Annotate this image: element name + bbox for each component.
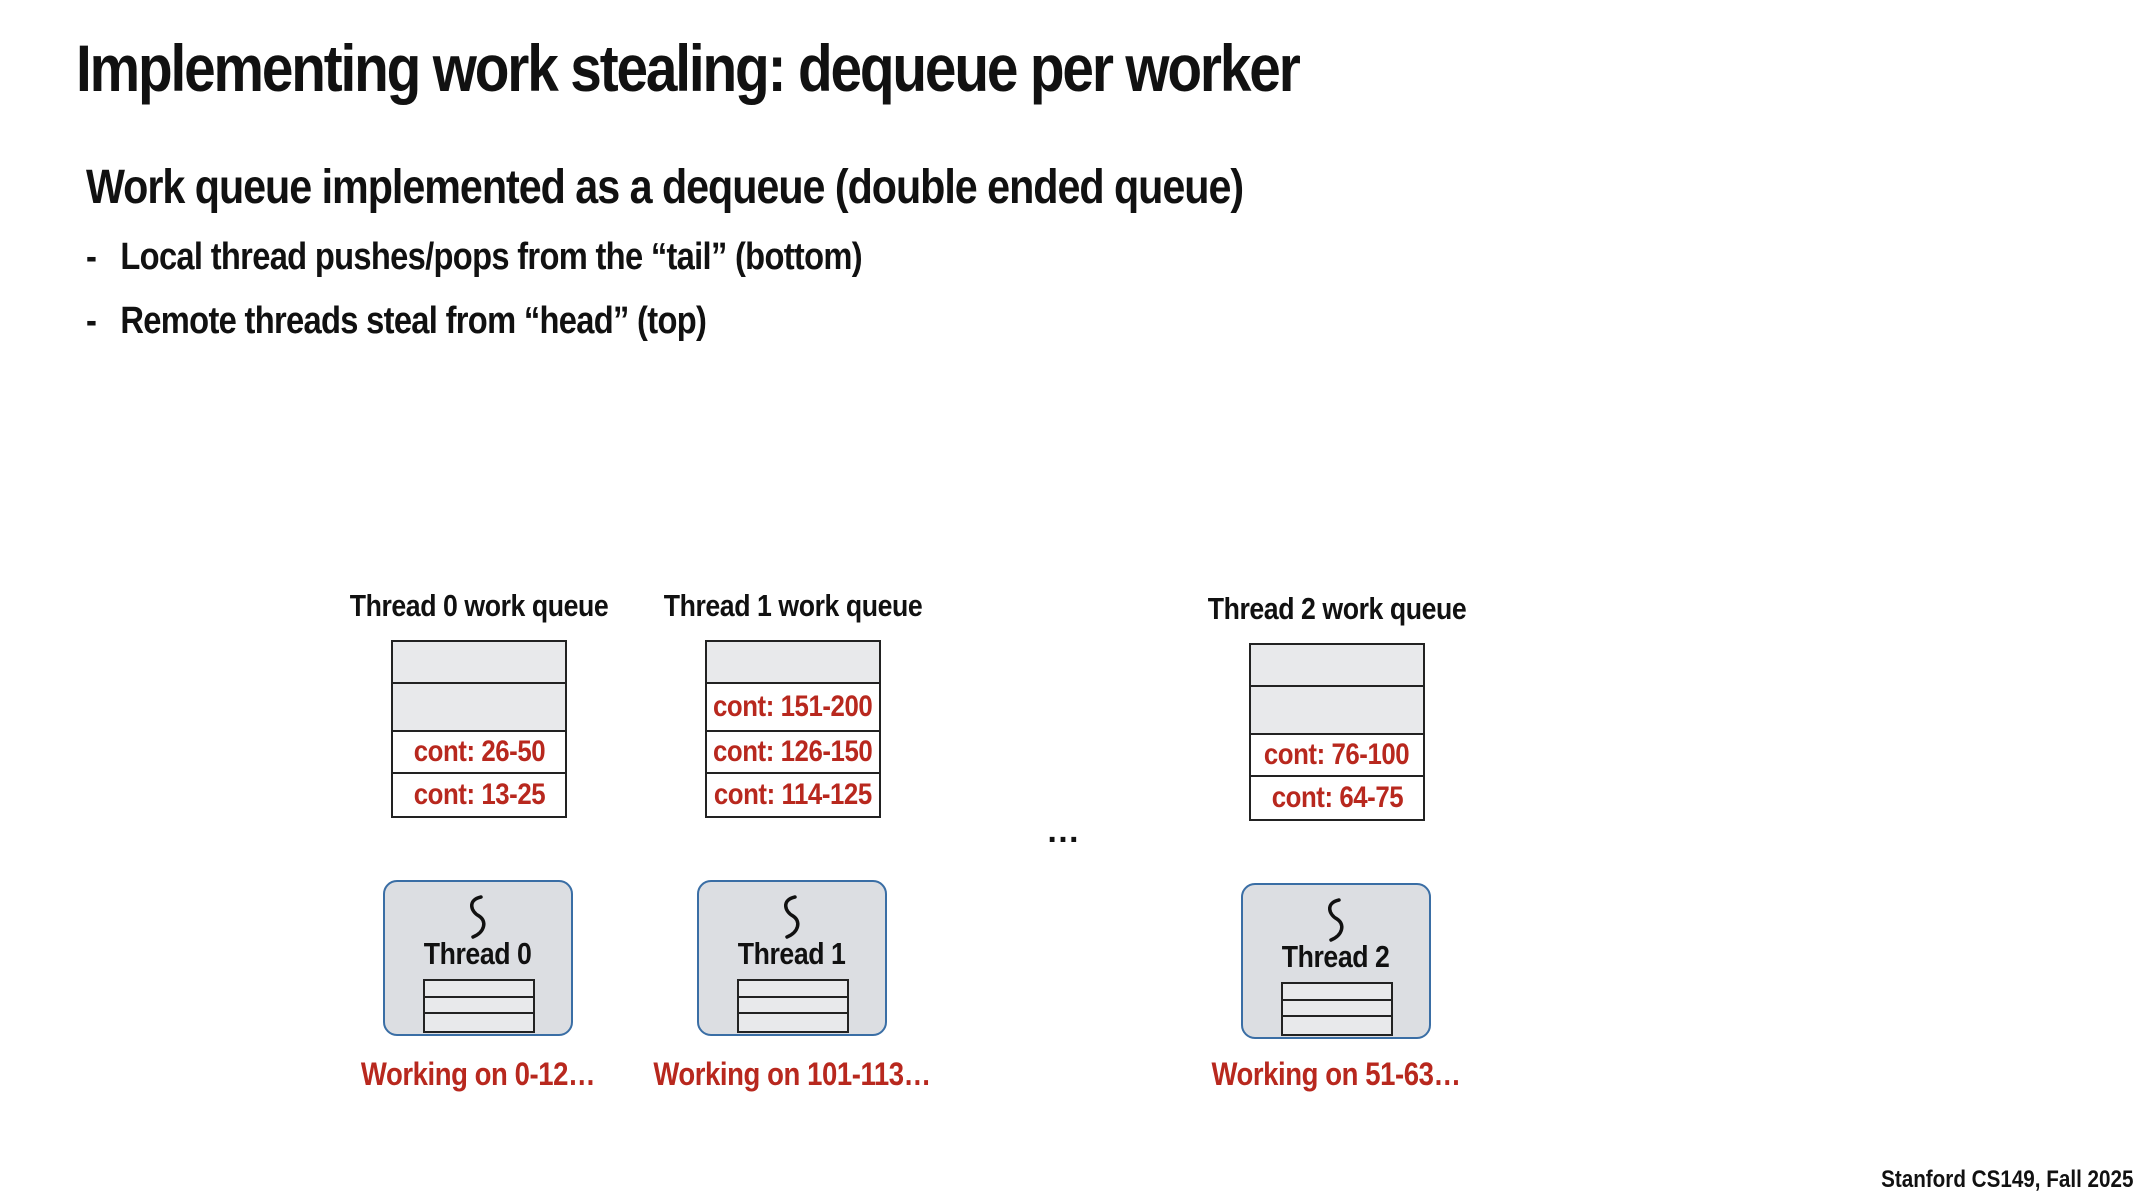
work-queue [1249, 643, 1425, 821]
thread-box [697, 880, 887, 1036]
thread-name: Thread 0 [424, 936, 532, 971]
queue-slot [393, 642, 565, 684]
thread-name: Thread 2 [1282, 939, 1390, 974]
queue-slot [393, 684, 565, 732]
bullet-text: Remote threads steal from “head” (top) [120, 300, 707, 342]
thread-box [1241, 883, 1431, 1039]
work-queue [391, 640, 567, 818]
slide-title: Implementing work stealing: dequeue per worker [76, 31, 1299, 105]
thread-stack [1281, 982, 1393, 1036]
bullet-text: Local thread pushes/pops from the “tail” (bottom) [120, 236, 862, 278]
thread-stack [423, 979, 535, 1033]
queue-label: Thread 1 work queue [663, 588, 923, 623]
squiggle-icon [777, 894, 807, 940]
bullet-item [86, 236, 862, 279]
thread-box [383, 880, 573, 1036]
bullet-dash: - [86, 300, 97, 342]
queue-slot [707, 642, 879, 684]
queue-slot: cont: 114-125 [707, 774, 879, 816]
queue-slot [1251, 687, 1423, 735]
working-status: Working on 101-113… [653, 1056, 931, 1092]
bullet-item [86, 300, 706, 343]
bullet-dash: - [86, 236, 97, 278]
queue-label: Thread 0 work queue [349, 588, 609, 623]
queue-slot: cont: 76-100 [1251, 735, 1423, 777]
working-status: Working on 0-12… [360, 1056, 596, 1092]
working-status: Working on 51-63… [1211, 1056, 1461, 1092]
queue-slot: cont: 64-75 [1251, 777, 1423, 819]
work-queue [705, 640, 881, 818]
squiggle-icon [1321, 897, 1351, 943]
thread-stack [737, 979, 849, 1033]
queue-slot: cont: 13-25 [393, 774, 565, 816]
squiggle-icon [463, 894, 493, 940]
thread-name: Thread 1 [738, 936, 846, 971]
queue-slot: cont: 151-200 [707, 684, 879, 732]
queue-slot: cont: 26-50 [393, 732, 565, 774]
queue-label: Thread 2 work queue [1207, 591, 1467, 626]
queue-slot [1251, 645, 1423, 687]
queue-slot: cont: 126-150 [707, 732, 879, 774]
footer-credit: Stanford CS149, Fall 2025 [1880, 1166, 2133, 1193]
more-threads-ellipsis: … [1046, 812, 1082, 850]
slide-subtitle: Work queue implemented as a dequeue (double ended queue) [86, 161, 1244, 214]
